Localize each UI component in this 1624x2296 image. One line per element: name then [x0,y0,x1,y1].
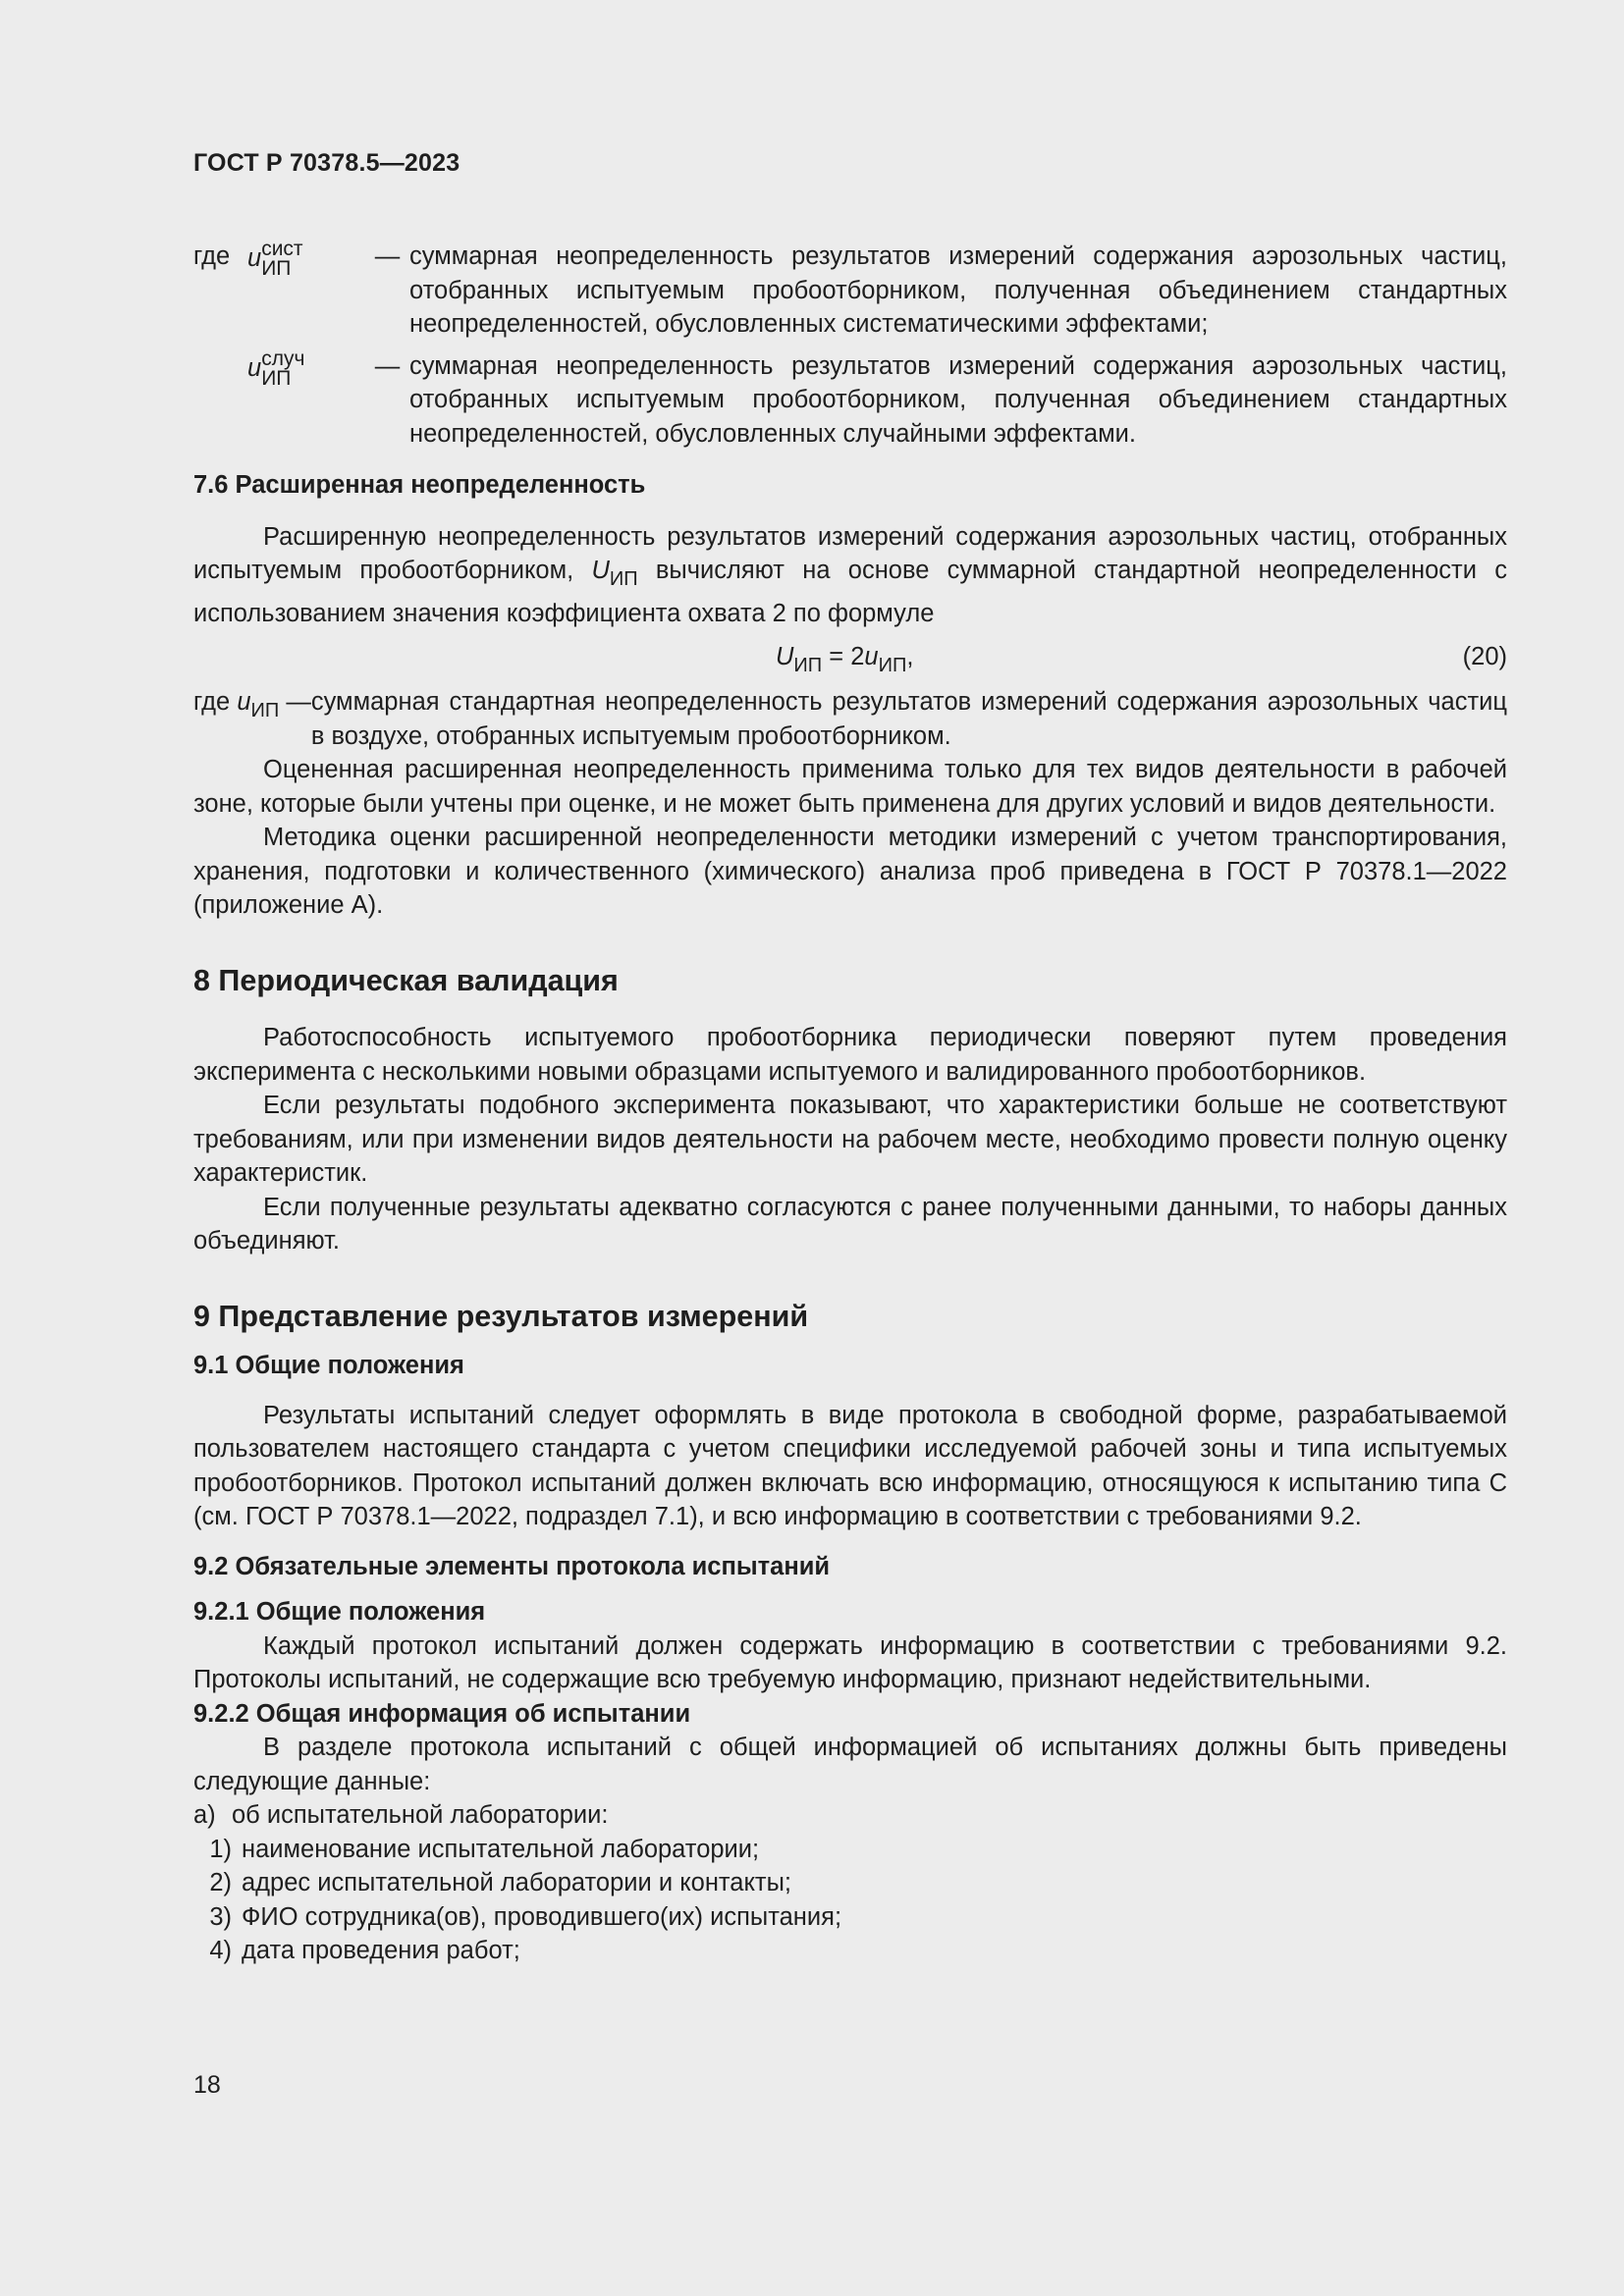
paragraph-8-1: Работоспособность испытуемого пробоотборника периодически поверяют путем проведения эксперимента с несколькими новыми образцами испытуемого и валидированного пробоотборников. [193,1024,1507,1086]
dash: — [374,242,401,270]
list-item: 1) наименование испытательной лаборатории; [209,1835,760,1863]
superscript: случ [261,347,305,370]
page-content [193,232,1507,1968]
definition-text: суммарная неопределенность результатов измерений содержания аэрозольных частиц, отобранных испытуемым пробоотборником, полученная объединением стандартных неопределенностей, обусловленных случайными эффектами. [409,351,1507,448]
heading-9-1: 9.1 Общие положения [193,1352,464,1379]
list-item: 3) ФИО сотрудника(ов), проводившего(их) испытания; [209,1902,842,1931]
formula-20 [193,630,1507,681]
subscript: ИП [261,257,292,280]
definition-u-sist [193,232,1507,342]
paragraph-8-3: Если полученные результаты адекватно согласуются с ранее полученными данными, то наборы данных объединяют. [193,1193,1507,1255]
list-item-a: а) об испытательной лаборатории: [193,1801,609,1829]
page-number: 18 [193,2071,221,2099]
list-item: 4) дата проведения работ; [209,1937,520,1964]
definition-text: суммарная стандартная неопределенность результатов измерений содержания аэрозольных частиц в воздухе, отобранных испытуемым пробоотборником. [310,688,1507,750]
paragraph-8-2: Если результаты подобного эксперимента показывают, что характеристики больше не соответствуют требованиям, или при изменении видов деятельности на рабочем месте, необходимо провести полную оценку характеристик. [193,1092,1507,1187]
definition-u-sluch [193,342,1507,452]
definition-text: суммарная неопределенность результатов измерений содержания аэрозольных частиц, отобранных испытуемым пробоотборником, полученная объединением стандартных неопределенностей, обусловленных систематическими эффектами; [409,242,1507,338]
paragraph-7-6-2: Оцененная расширенная неопределенность применима только для тех видов деятельности в рабочей зоне, которые были учтены при оценке, и не может быть применена для других условий и видов деятельности. [193,756,1507,818]
formula-number: (20) [1462,643,1507,670]
paragraph-9-2-1: Каждый протокол испытаний должен содержать информацию в соответствии с требованиями 9.2. Протоколы испытаний, не содержащие всю требуемую информацию, признают недействительными. [193,1631,1507,1693]
dash: — [374,351,401,380]
heading-section-9: 9 Представление результатов измерений [193,1299,809,1333]
paragraph-9-1: Результаты испытаний следует оформлять в виде протокола в свободной форме, разрабатываемой пользователем настоящего стандарта с учетом специфики исследуемой рабочей зоны и типа испытуемых пробоотборников. Протокол испытаний должен включать всю информацию, относящуюся к испытанию типа С (см. ГОСТ Р 70378.1—2022, подраздел 7.1), и всю информацию в соответствии с требованиями 9.2. [193,1401,1507,1530]
list-item: 2) адрес испытательной лаборатории и контакты; [209,1869,792,1896]
heading-9-2: 9.2 Обязательные элементы протокола испытаний [193,1552,831,1580]
symbol-u-sist: u сист ИП [247,238,303,280]
definition-u-ip: где $u_{ИП}$ — суммарная стандартная неопределенность результатов измерений содержания аэрозольных частиц в воздухе, отобранных испытуемым пробоотборником. [193,685,1507,753]
symbol-u-sluch: u случ ИП [247,347,305,390]
heading-9-2-2: 9.2.2 Общая информация об испытании [193,1699,691,1728]
paragraph-7-6-1: Расширенную неопределенность результатов измерений содержания аэрозольных частиц, отобранных испытуемым пробоотборником, $U_{ИП}$ вычисляют на основе суммарной стандартной неопределенности с использованием значения коэффициента охвата 2 по формуле [193,522,1507,627]
subscript: ИП [261,366,292,390]
heading-9-2-1: 9.2.1 Общие положения [193,1598,486,1626]
standard-header: ГОСТ Р 70378.5—2023 [193,149,460,177]
paragraph-9-2-2: В разделе протокола испытаний с общей информацией об испытаниях должны быть приведены следующие данные: [193,1734,1507,1795]
where-label: где [193,242,231,270]
formula-expression: $U_{ИП} = 2u_{ИП}$, [776,643,914,676]
heading-section-8: 8 Периодическая валидация [193,963,619,997]
heading-7-6: 7.6 Расширенная неопределенность [193,471,646,499]
paragraph-7-6-3: Методика оценки расширенной неопределенности методики измерений с учетом транспортирования, хранения, подготовки и количественного (химического) анализа проб приведена в ГОСТ Р 70378.1—2022 (приложение А). [193,824,1507,919]
superscript: сист [261,238,303,260]
